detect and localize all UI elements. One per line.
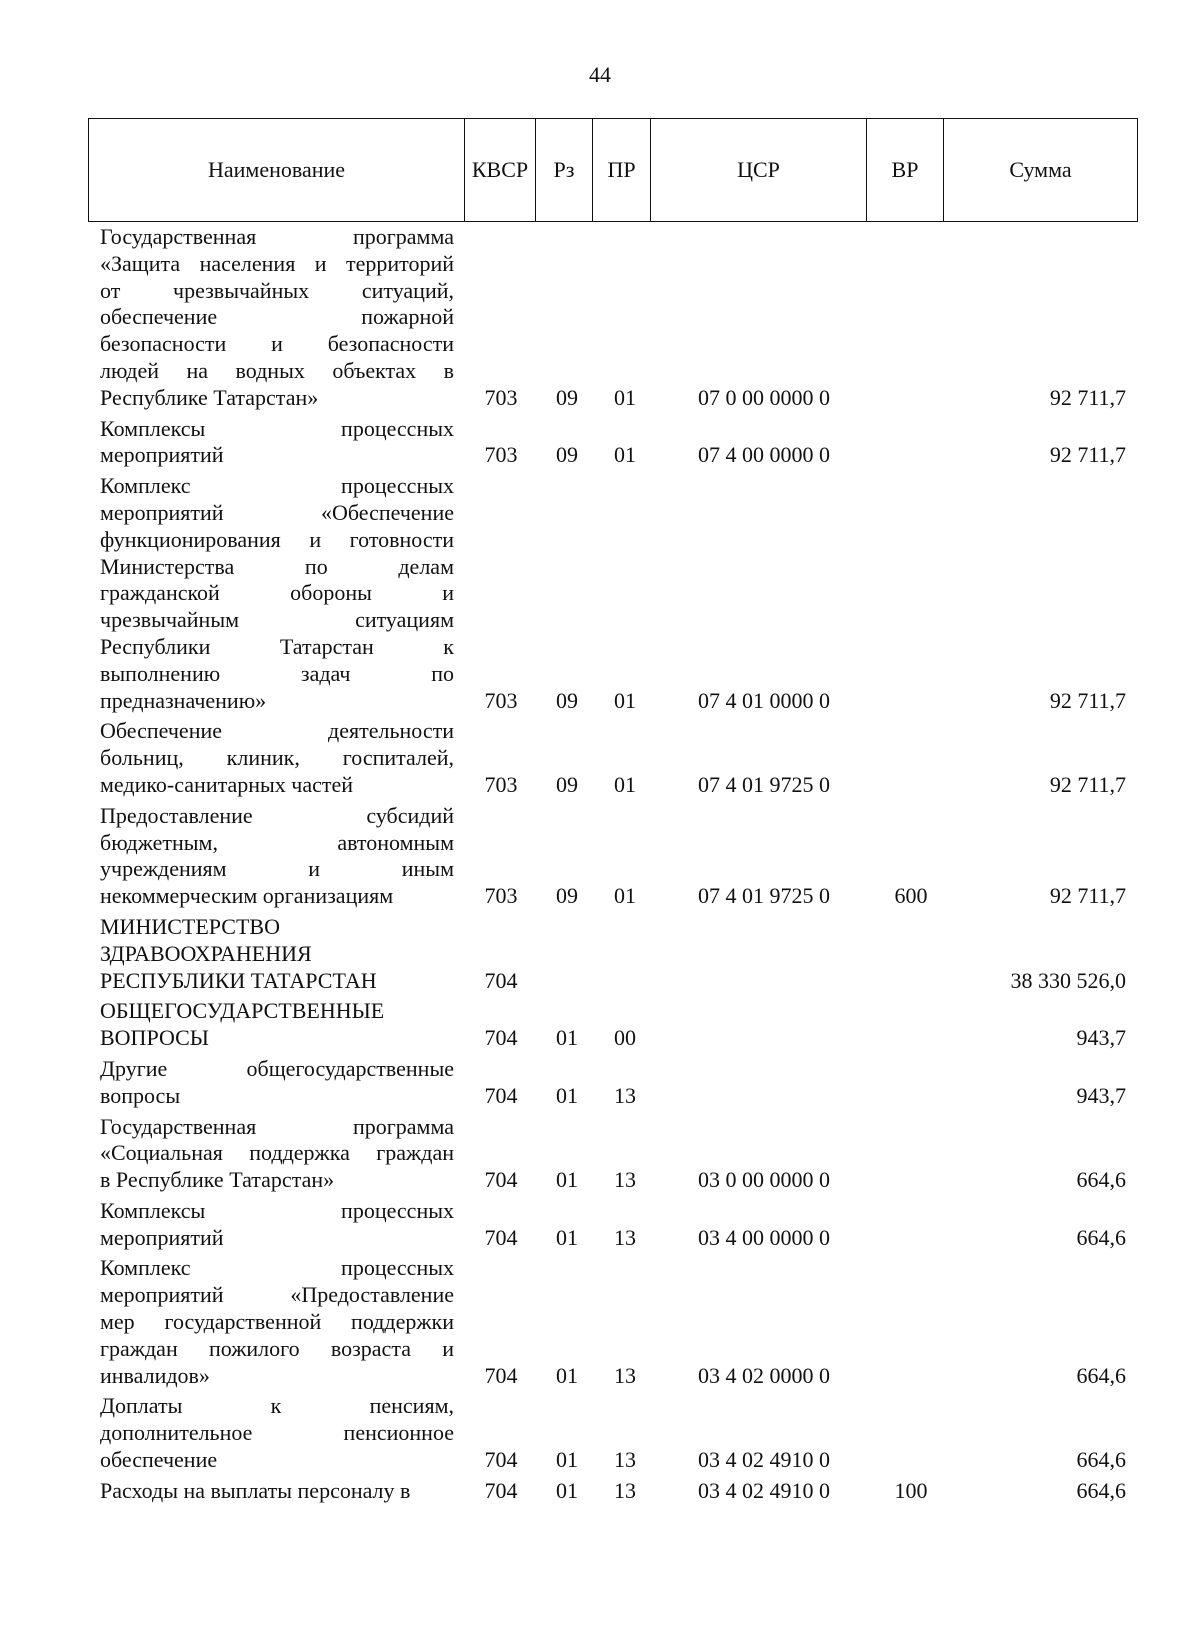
- row-name-line: Комплексы процессных: [100, 415, 454, 441]
- row-csr: 03 4 02 4910 0: [698, 1447, 830, 1473]
- header-name: Наименование: [89, 119, 465, 221]
- table-row: [100, 1478, 1130, 1505]
- row-name-line: Обеспечение деятельности: [100, 718, 454, 744]
- row-pr: 01: [614, 883, 636, 909]
- row-csr: 07 4 01 9725 0: [698, 883, 830, 909]
- row-kvsr: 704: [484, 1477, 518, 1503]
- row-name-line: предназначению»: [100, 687, 267, 713]
- row-name: [100, 718, 454, 798]
- row-kvsr: 704: [484, 967, 518, 993]
- row-name-line: ВОПРОСЫ: [100, 1025, 209, 1051]
- row-pr: 01: [614, 687, 636, 713]
- row-name-line: гражданской обороны и: [100, 580, 454, 606]
- row-sum: 664,6: [1076, 1477, 1126, 1503]
- row-pr: 00: [614, 1025, 636, 1051]
- row-rz: 01: [556, 1224, 578, 1250]
- row-kvsr: 704: [484, 1224, 518, 1250]
- row-sum: 92 711,7: [1049, 687, 1126, 713]
- row-sum: 664,6: [1076, 1447, 1126, 1473]
- row-rz: 09: [556, 384, 578, 410]
- row-csr: 07 4 00 0000 0: [698, 442, 830, 468]
- header-csr: ЦСР: [651, 119, 867, 221]
- row-name-line: ЗДРАВООХРАНЕНИЯ: [100, 940, 312, 966]
- row-rz: 01: [556, 1167, 578, 1193]
- row-name-line: безопасности и безопасности: [100, 331, 454, 357]
- row-name: [100, 416, 454, 470]
- table-row: [100, 416, 1130, 470]
- row-sum: 92 711,7: [1049, 883, 1126, 909]
- row-name-line: Комплекс процессных: [100, 473, 454, 499]
- table-body: [100, 224, 1130, 1509]
- row-rz: 01: [556, 1477, 578, 1503]
- row-vr: 600: [894, 883, 928, 909]
- row-pr: 13: [614, 1224, 636, 1250]
- row-name-line: учреждениям и иным: [100, 856, 454, 882]
- row-kvsr: 704: [484, 1082, 518, 1108]
- header-pr: ПР: [593, 119, 651, 221]
- row-name: [100, 1393, 454, 1473]
- row-kvsr: 703: [484, 771, 518, 797]
- table-row: [100, 998, 1130, 1052]
- row-kvsr: 704: [484, 1167, 518, 1193]
- row-name-line: Республики Татарстан к: [100, 633, 454, 659]
- table-row: [100, 473, 1130, 714]
- table-row: [100, 718, 1130, 798]
- row-name-line: мероприятий «Предоставление: [100, 1282, 454, 1308]
- row-vr: 100: [894, 1477, 928, 1503]
- row-name-line: мер государственной поддержки: [100, 1309, 454, 1335]
- row-name-line: Другие общегосударственные: [100, 1055, 454, 1081]
- row-rz: 01: [556, 1082, 578, 1108]
- row-rz: 09: [556, 687, 578, 713]
- row-sum: 664,6: [1076, 1224, 1126, 1250]
- header-sum: Сумма: [1009, 157, 1072, 182]
- row-name-line: выполнению задач по: [100, 660, 454, 686]
- row-rz: 09: [556, 771, 578, 797]
- row-kvsr: 703: [484, 384, 518, 410]
- row-name-line: людей на водных объектах в: [100, 357, 454, 383]
- row-rz: 09: [556, 442, 578, 468]
- row-pr: 13: [614, 1167, 636, 1193]
- row-name-line: Расходы на выплаты персоналу в: [100, 1477, 411, 1503]
- row-name-line: граждан пожилого возраста и: [100, 1335, 454, 1361]
- row-csr: 03 4 00 0000 0: [698, 1224, 830, 1250]
- row-name-line: вопросы: [100, 1082, 181, 1108]
- row-csr: 03 4 02 4910 0: [698, 1477, 830, 1503]
- row-kvsr: 703: [484, 442, 518, 468]
- row-rz: 01: [556, 1447, 578, 1473]
- row-name-line: функционирования и готовности: [100, 526, 454, 552]
- row-kvsr: 703: [484, 687, 518, 713]
- row-sum: 92 711,7: [1049, 384, 1126, 410]
- row-pr: 13: [614, 1477, 636, 1503]
- row-kvsr: 704: [484, 1447, 518, 1473]
- table-row: [100, 1114, 1130, 1194]
- row-name: [100, 473, 454, 714]
- table-row: [100, 803, 1130, 910]
- row-sum: 943,7: [1076, 1025, 1126, 1051]
- row-name-line: некоммерческим организациям: [100, 883, 394, 909]
- row-rz: 01: [556, 1362, 578, 1388]
- row-name-line: МИНИСТЕРСТВО: [100, 913, 280, 939]
- row-name-line: чрезвычайным ситуациям: [100, 607, 454, 633]
- row-name-line: медико-санитарных частей: [100, 771, 354, 797]
- row-csr: 07 4 01 0000 0: [698, 687, 830, 713]
- row-name-line: «Социальная поддержка граждан: [100, 1140, 454, 1166]
- row-name-line: Республике Татарстан»: [100, 384, 319, 410]
- row-name: [100, 1255, 454, 1389]
- row-sum: 38 330 526,0: [1010, 967, 1126, 993]
- row-kvsr: 703: [484, 883, 518, 909]
- row-name-line: Государственная программа: [100, 224, 454, 249]
- row-name-line: больниц, клиник, госпиталей,: [100, 745, 454, 771]
- page-number: 44: [589, 62, 611, 87]
- row-name-line: обеспечение: [100, 1447, 218, 1473]
- table-row: [100, 1393, 1130, 1473]
- row-sum: 664,6: [1076, 1167, 1126, 1193]
- table-row: [100, 224, 1130, 412]
- row-name-line: Государственная программа: [100, 1113, 454, 1139]
- row-rz: 09: [556, 883, 578, 909]
- row-name-line: РЕСПУБЛИКИ ТАТАРСТАН: [100, 967, 377, 993]
- row-sum: 92 711,7: [1049, 771, 1126, 797]
- row-pr: 13: [614, 1447, 636, 1473]
- row-name: [100, 1056, 454, 1110]
- row-sum: 943,7: [1076, 1082, 1126, 1108]
- row-csr: 07 4 01 9725 0: [698, 771, 830, 797]
- table-header: [88, 118, 1138, 222]
- row-name: [100, 998, 454, 1052]
- row-name-line: мероприятий «Обеспечение: [100, 499, 454, 525]
- header-rz: Рз: [536, 119, 593, 221]
- table-row: [100, 1198, 1130, 1252]
- table-row: [100, 1056, 1130, 1110]
- row-name-line: ОБЩЕГОСУДАРСТВЕННЫЕ: [100, 998, 385, 1024]
- header-kvsr: КВСР: [465, 119, 536, 221]
- header-vr: ВР: [867, 119, 944, 221]
- row-csr: 03 4 02 0000 0: [698, 1362, 830, 1388]
- row-name: [100, 914, 454, 994]
- row-name-line: мероприятий: [100, 1224, 224, 1250]
- row-name-line: Комплексы процессных: [100, 1197, 454, 1223]
- row-name-line: «Защита населения и территорий: [100, 250, 454, 276]
- row-name-line: от чрезвычайных ситуаций,: [100, 277, 454, 303]
- row-csr: 03 0 00 0000 0: [698, 1167, 830, 1193]
- row-name-line: бюджетным, автономным: [100, 829, 454, 855]
- row-sum: 664,6: [1076, 1362, 1126, 1388]
- row-name-line: в Республике Татарстан»: [100, 1167, 335, 1193]
- row-pr: 13: [614, 1082, 636, 1108]
- table-row: [100, 1255, 1130, 1389]
- row-pr: 01: [614, 442, 636, 468]
- row-name: [100, 224, 454, 412]
- row-name-line: Доплаты к пенсиям,: [100, 1393, 454, 1419]
- row-name-line: инвалидов»: [100, 1362, 210, 1388]
- row-name: [100, 1198, 454, 1252]
- row-name-line: Министерства по делам: [100, 553, 454, 579]
- row-sum: 92 711,7: [1049, 442, 1126, 468]
- row-name: [100, 1114, 454, 1194]
- row-pr: 13: [614, 1362, 636, 1388]
- row-kvsr: 704: [484, 1025, 518, 1051]
- row-csr: 07 0 00 0000 0: [698, 384, 830, 410]
- row-rz: 01: [556, 1025, 578, 1051]
- row-name: [100, 1478, 454, 1505]
- table-row: [100, 914, 1130, 994]
- row-name-line: Предоставление субсидий: [100, 802, 454, 828]
- row-name: [100, 803, 454, 910]
- row-pr: 01: [614, 771, 636, 797]
- row-name-line: Комплекс процессных: [100, 1255, 454, 1281]
- row-name-line: дополнительное пенсионное: [100, 1420, 454, 1446]
- row-pr: 01: [614, 384, 636, 410]
- row-name-line: мероприятий: [100, 442, 224, 468]
- row-name-line: обеспечение пожарной: [100, 304, 454, 330]
- row-kvsr: 704: [484, 1362, 518, 1388]
